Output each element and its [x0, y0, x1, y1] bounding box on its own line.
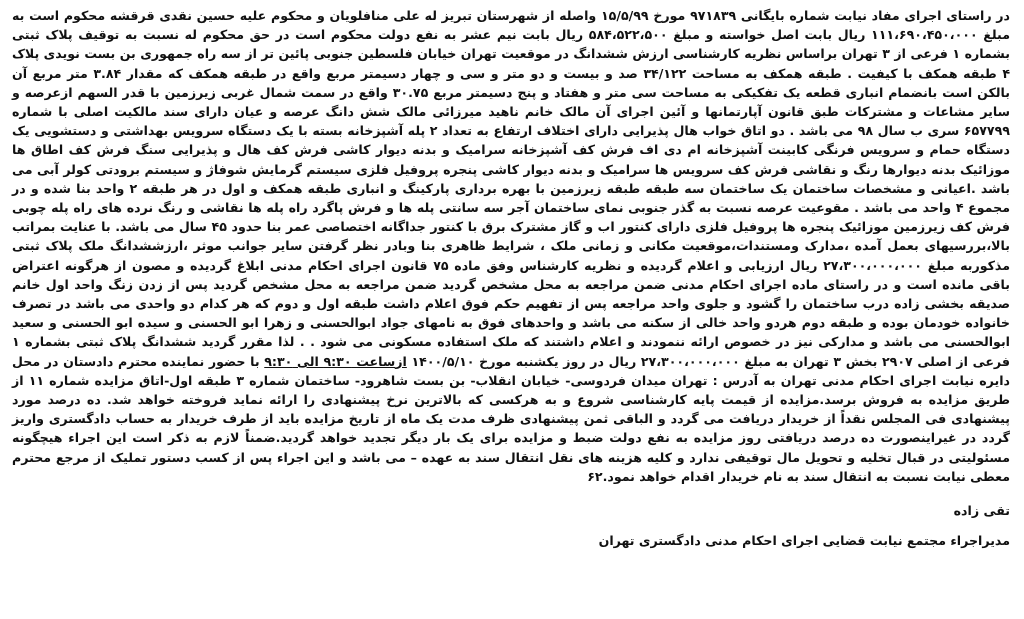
signature-block [12, 500, 1010, 552]
signatory-name: تقی زاده [953, 503, 1010, 519]
notice-body [12, 6, 1010, 486]
auction-time: ازساعت ۹:۳۰ الی ۹:۳۰ [264, 353, 407, 369]
signatory-title: مدیراجراء مجتمع نیابت قضایی اجرای احکام مدنی دادگستری تهران [598, 533, 1010, 549]
notice-document [12, 6, 1010, 560]
notice-paragraph-end: با حضور نماینده محترم دادستان در محل دایره نیابت اجرای احکام مدنی تهران به آدرس : تهران میدان فردوسی- خیابان انقلاب- بن بست شاهرود- ساختمان شماره ۳ طبقه اول-اتاق مزایده شماره ۱۱ از طریق مزایده به فروش برسد.مزایده از قیمت پایه کارشناسی شروع و به هرکسی که بالاترین نرخ پیشنهادی را ارائه نماید فروخته خواهد شد. ده درصد مورد پیشنهادی فی المجلس نقداً از خریدار دریافت می گردد و الباقی ثمن پیشنهادی ظرف مدت یک ماه از تاریخ مزایده باید از طرف خریدار به حساب دادگستری واریز گردد در غیراینصورت ده درصد دریافتی روز مزایده به نفع دولت ضبط و مزایده برای یک بار دیگر تجدید خواهد گردید.ضمناً لازم به ذکر است این اجراء هیچگونه مسئولیتی در قبال تخلیه و تحویل مال توقیفی ندارد و کلیه هزینه های نقل انتقال سند به عهده – می باشد و این اجراء پس از کسب دستور تملیک از مرجع محترم معطی نیابت نسبت به انتقال سند به نام خریدار اقدام خواهد نمود.۶۲ [12, 353, 1010, 484]
notice-paragraph: در راستای اجرای مفاد نیابت شماره بایگانی ۹۷۱۸۳۹ مورخ ۱۵/۵/۹۹ واصله از شهرستان تبریز له علی منافلویان و محکوم علیه حسین نقدی قرقشه محکوم است به مبلغ ۱۱۱،۶۹۰،۴۵۰،۰۰۰ ریال بابت اصل خواسته و مبلغ ۵۸۴،۵۲۲،۵۰۰ ریال بابت نیم عشر به نفع دولت محکوم است در حق محکوم له نسبت به توقیف پلاک ثبتی بشماره ۱ فرعی از ۳ تهران براساس نظریه کارشناسی ارزش ششدانگ در موقعیت تهران خیابان فلسطین جنوبی پائین تر از سه راه جمهوری بن بست نویدی پلاک ۴ طبقه همکف با کیفیت . طبقه همکف به مساحت ۳۴/۱۲۲ صد و بیست و دو متر و سی و چهار دسیمتر مربع واقع در طبقه همکف که مقدار ۳.۸۴ متر مربع آن بالکن است بانضمام انباری قطعه یک تفکیکی به مساحت سی متر و هفتاد و پنج دسیمتر مربع ۳۰.۷۵ واقع در سمت شمال غربی زیرزمین با قدر السهم ازعرصه و سایر مشاعات و مشترکات طبق قانون آپارتمانها و آئین اجرای آن مالک خانم ناهید میرزائی مالک شش دانگ عرصه و عیان دارای سند مالکیت اصلی با شماره ۶۵۷۷۹۹ سری ب سال ۹۸ می باشد . دو اتاق خواب هال پذیرایی دارای اختلاف ارتفاع به تعداد ۲ پله آشپزخانه بسته با یک دستگاه سرویس بهداشتی و دستشویی یک دستگاه حمام و سرویس فرنگی کابینت آشپزخانه ام دی اف فرش کف آشپزخانه سرامیک و بدنه دیوار کاشی فرش کف هال و پذیرایی سنگ فرش کف اطاق ها موزائیک بدنه دیوارها رنگ و نقاشی فرش کف سرویس ها سرامیک و بدنه دیوار کاشی پنجره پروفیل فلزی سیستم گرمایش شوفاژ و سیستم برودتی کولر آبی می باشد .اعیانی و مشخصات ساختمان یک ساختمان سه طبقه طبقه زیرزمین با بهره برداری پارکینگ و انباری طبقه همکف و اول در هر طبقه ۲ واحد بنا شده و در مجموع ۴ واحد می باشد . مقوعیت عرصه نسبت به گذر جنوبی نمای ساختمان آجر سه سانتی پله ها و فرش پاگرد راه پله ها نقاشی و رنگ نرده های راه پله چوبی فرش کف زیرزمین موزائیک پنجره ها پروفیل فلزی دارای کنتور اب و گاز مشترک برق با کنتور جداگانه اختصاصی عمر بنا حدود ۴۵ سال می باشد. با عنایت بمراتب بالا،بررسیهای بعمل آمده ،مدارک ومستندات،موقعیت مکانی و زمانی ملک ، شرایط ظاهری بنا وبادر نظر گرفتن سایر جوانب موثر ،ارزششدانگ ملک پلاک ثبتی مذکوربه مبلغ ۲۷،۳۰۰،۰۰۰،۰۰۰ ریال ارزیابی و اعلام گردیده و نظریه کارشناس وفق ماده ۷۵ قانون اجرای احکام مدنی ابلاغ گردیده و مصون از هرگونه اعتراض باقی مانده است و در راستای ماده اجرای احکام مدنی ضمن مراجعه به محل مشخص گردید ضمن مراجعه به محل مشخص گردید پس از زدن زنگ واحد اول خانم صدیقه بخشی زاده درب ساختمان را گشود و جلوی واحد مراجعه پس از تفهیم حکم فوق اعلام داشت طبقه اول و دوم که هر کدام دو واحدی می باشد در تصرف خانواده خودمان بوده و طبقه دوم هردو واحد خالی از سکنه می باشد و واحدهای فوق به نامهای جواد ابوالحسنی و زهرا ابو الحسنی و سیده ابو الحسنی و سعید ابوالحسنی می باشد و مدارکی نیز در خصوص ارائه ننمودند و اعلام داشتند که ملک استفاده مسکونی می شود . . لذا مقرر گردید ششدانگ پلاک ثبتی بشماره ۱ فرعی از اصلی ۲۹۰۷ بخش ۳ تهران به مبلغ ۲۷،۳۰۰،۰۰۰،۰۰۰ ریال در روز یکشنبه مورخ ۱۴۰۰/۵/۱۰ [12, 8, 1011, 369]
